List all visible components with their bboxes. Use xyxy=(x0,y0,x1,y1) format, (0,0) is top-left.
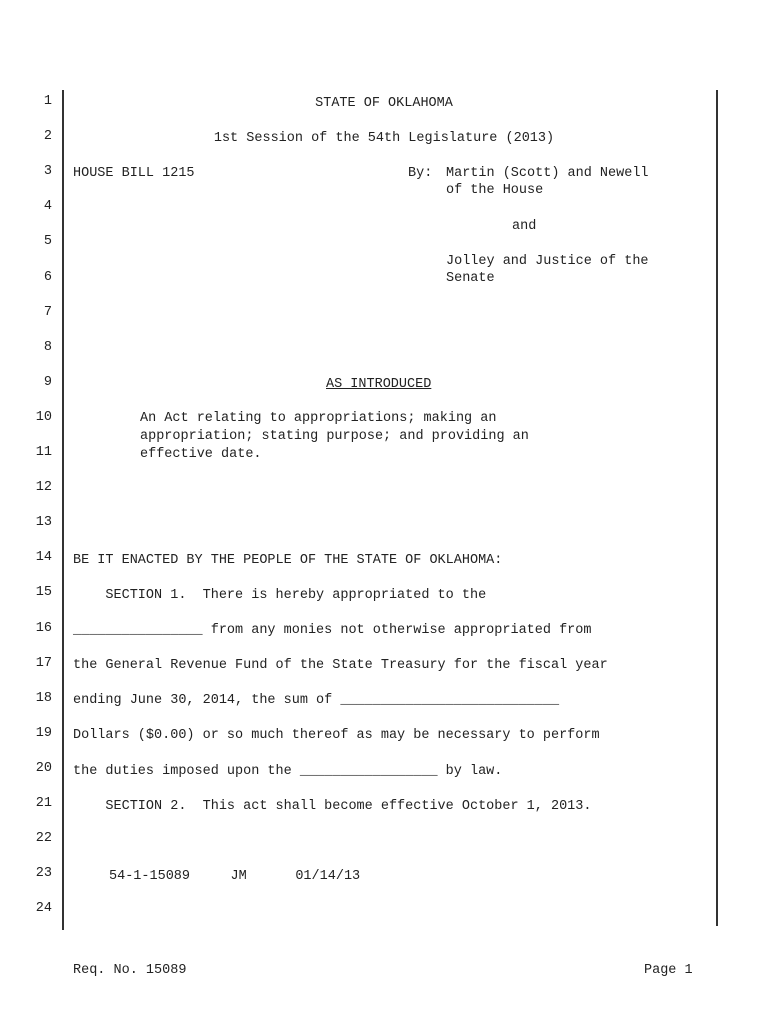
authors-and: and xyxy=(512,219,537,234)
line-number: 18 xyxy=(35,690,52,706)
line-number: 16 xyxy=(35,620,52,636)
house-authors-line2: of the House xyxy=(446,183,544,198)
line-number: 9 xyxy=(43,374,52,390)
line-number: 4 xyxy=(43,199,52,215)
body-line: SECTION 1. There is hereby appropriated to the xyxy=(73,588,487,603)
line-number: 17 xyxy=(35,655,52,671)
senate-authors-line2: Senate xyxy=(446,271,495,286)
line-number: 8 xyxy=(43,339,52,355)
house-authors-line1: Martin (Scott) and Newell xyxy=(446,166,649,181)
line-number: 10 xyxy=(35,409,52,425)
footer-request-number: Req. No. 15089 xyxy=(73,963,187,978)
body-line: the duties imposed upon the _________________ by law. xyxy=(73,764,503,779)
senate-authors-line1: Jolley and Justice of the xyxy=(446,254,649,269)
enacting-clause: BE IT ENACTED BY THE PEOPLE OF THE STATE OF OKLAHOMA: xyxy=(73,553,503,568)
title-line1: An Act relating to appropriations; making an xyxy=(140,411,497,426)
body-line: ending June 30, 2014, the sum of ___________________________ xyxy=(73,693,560,708)
session-heading: 1st Session of the 54th Legislature (2013) xyxy=(213,131,555,146)
right-margin-rule xyxy=(716,90,718,926)
by-label: By: xyxy=(408,166,433,181)
line-number: 12 xyxy=(35,480,52,496)
line-number: 6 xyxy=(43,269,52,285)
line-number: 13 xyxy=(35,515,52,531)
line-number: 11 xyxy=(35,445,52,460)
line-number: 3 xyxy=(43,164,52,180)
state-heading: STATE OF OKLAHOMA xyxy=(315,96,453,111)
title-line3: effective date. xyxy=(140,447,262,462)
body-line: the General Revenue Fund of the State Treasury for the fiscal year xyxy=(73,658,608,673)
body-line: Dollars ($0.00) or so much thereof as may be necessary to perform xyxy=(73,728,600,743)
line-number: 24 xyxy=(35,901,52,917)
bill-number: HOUSE BILL 1215 xyxy=(73,166,195,181)
line-number: 23 xyxy=(35,866,52,882)
body-line: ________________ from any monies not otherwise appropriated from xyxy=(73,623,592,638)
line-number: 5 xyxy=(43,234,52,250)
title-line2: appropriation; stating purpose; and providing an xyxy=(140,429,529,444)
line-number: 14 xyxy=(35,550,52,566)
body-line: SECTION 2. This act shall become effective October 1, 2013. xyxy=(73,799,592,814)
line-number: 1 xyxy=(43,94,52,109)
line-number: 21 xyxy=(35,796,52,811)
left-margin-rule xyxy=(62,90,64,930)
footer-page-number: Page 1 xyxy=(644,963,693,978)
line-number: 2 xyxy=(43,129,52,145)
line-number: 19 xyxy=(35,725,52,741)
line-number: 22 xyxy=(35,831,52,847)
bill-status: AS INTRODUCED xyxy=(326,377,432,392)
line-number: 7 xyxy=(43,304,52,320)
line-number: 20 xyxy=(35,760,52,776)
request-code-line: 54-1-15089 JM 01/14/13 xyxy=(109,869,361,884)
line-number: 15 xyxy=(35,585,52,601)
